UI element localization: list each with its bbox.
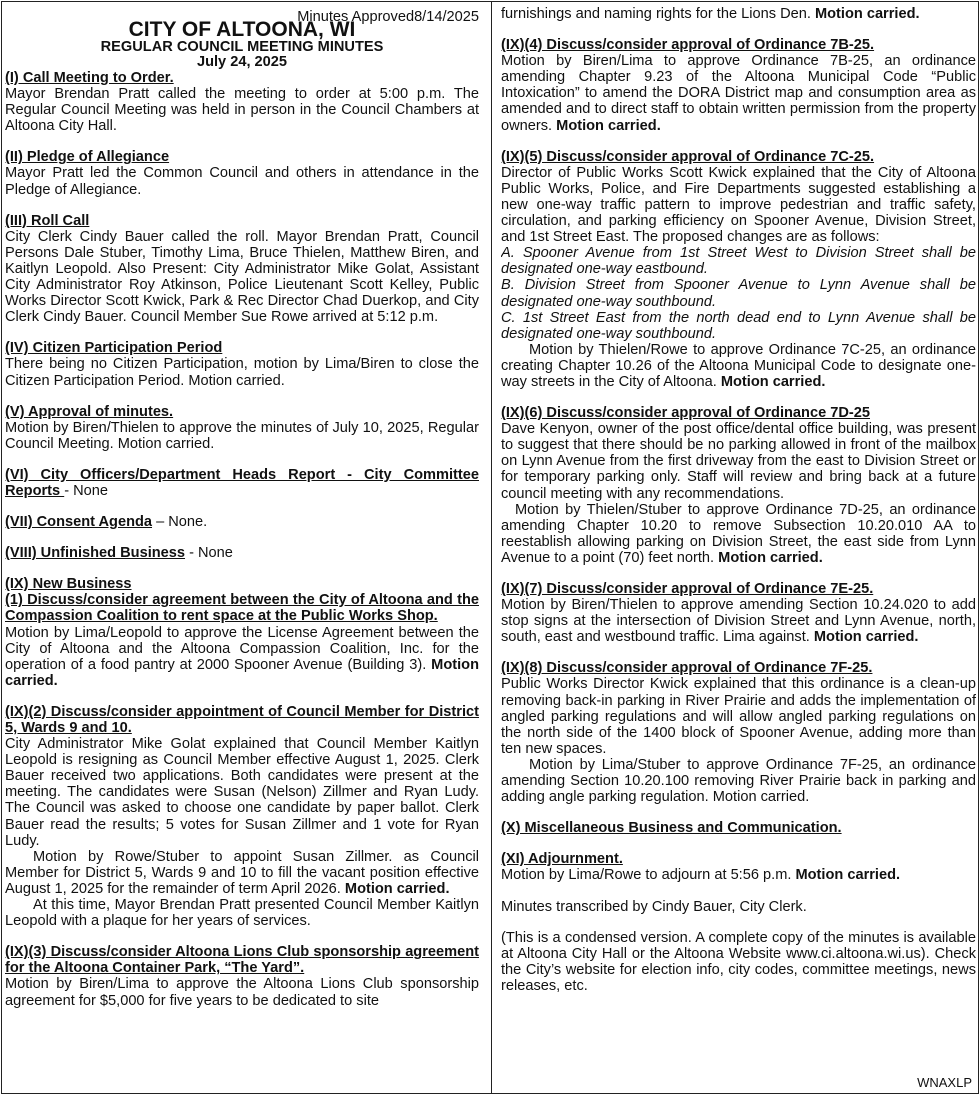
list-item: C. 1st Street East from the north dead end to Lynn Avenue shall be designated one-way southbound. bbox=[501, 309, 976, 342]
section-pledge bbox=[5, 149, 479, 197]
item-text: Dave Kenyon, owner of the post office/dental office building, was present to suggest that there should be no parking allowed in front of the mailbox on Lynn Avenue from the first driveway from the east to Division Street or for temporary parking only. Staff will review and bring back at a future council meeting with any recommendations. bbox=[501, 421, 976, 502]
motion-result: Motion carried. bbox=[813, 629, 919, 646]
motion-result: Motion carried. bbox=[720, 373, 826, 390]
minutes-page bbox=[1, 1, 979, 1094]
minutes-subtitle: REGULAR COUNCIL MEETING MINUTES bbox=[100, 39, 384, 55]
item-text: Motion by Biren/Thielen to approve amending Section 10.24.020 to add stop signs at the intersection of Division Street and Lynn Avenue, north, south, east and westbound traffic. Lima against. bbox=[501, 597, 976, 646]
list-item: B. Division Street from Spooner Avenue to Lynn Avenue shall be designated one-way southbound. bbox=[501, 277, 976, 310]
item-motion-body: Motion by Rowe/Stuber to appoint Susan Zillmer. as Council Member for District 5, Wards 9 and 10 to fill the vacant position effective August 1, 2025 for the remainder of term April 2026. bbox=[5, 848, 479, 897]
continued-body: furnishings and naming rights for the Lions Den. bbox=[501, 6, 815, 22]
section-consent-agenda bbox=[5, 514, 479, 530]
section-heading: (II) Pledge of Allegiance bbox=[5, 149, 170, 166]
left-column bbox=[5, 2, 479, 1093]
section-unfinished-business bbox=[5, 545, 479, 561]
section-misc-business bbox=[501, 820, 976, 836]
column-divider bbox=[491, 2, 492, 1093]
section-citizen-participation bbox=[5, 340, 479, 388]
section-heading: (III) Roll Call bbox=[5, 212, 90, 229]
transcription-note bbox=[501, 899, 976, 915]
item-heading: (IX)(6) Discuss/consider approval of Ordinance 7D-25 bbox=[501, 405, 870, 422]
section-heading: (VIII) Unfinished Business bbox=[5, 545, 186, 562]
section-tail: - None bbox=[185, 545, 233, 562]
section-text: City Clerk Cindy Bauer called the roll. Mayor Brendan Pratt, Council Persons Dale Stuber, Timothy Lima, Bruce Thielen, Matthew Biren, and Kaitlyn Leopold. Also Present: City Administrator Mike Golat, Assistant City Administrator Roy Atkinson, Police Lieutenant Scott Kelley, Public Works Director Scott Kwick, Park & Rec Director Chad Duerkop, and City Clerk Cindy Bauer. Council Member Sue Rowe arrived at 5:12 p.m. bbox=[5, 228, 479, 326]
section-heading: (I) Call Meeting to Order. bbox=[5, 70, 174, 86]
approval-note: Minutes Approved8/14/2025 bbox=[297, 9, 479, 25]
transcribed-by: Minutes transcribed by Cindy Bauer, City Clerk. bbox=[501, 898, 807, 915]
publication-code: WNAXLP bbox=[917, 1075, 972, 1090]
item-text bbox=[5, 625, 479, 689]
section-heading: (IV) Citizen Participation Period bbox=[5, 340, 223, 357]
section-new-business-8 bbox=[501, 660, 976, 805]
item-text-body: Motion by Lima/Leopold to approve the License Agreement between the City of Altoona and the Altoona Compassion Coalition, Inc. for the operation of a food pantry at 2000 Spooner Avenue (Building 3). bbox=[5, 624, 479, 673]
section-heading: (VI) City Officers/Department Heads Report - City Committee Reports bbox=[5, 466, 479, 499]
section-heading: (X) Miscellaneous Business and Communication. bbox=[501, 820, 842, 837]
section-roll-call bbox=[5, 213, 479, 326]
item-text: Motion by Biren/Lima to approve Ordinance 7B-25, an ordinance amending Chapter 9.23 of the Altoona Municipal Code “Public Intoxication” to amend the DORA District map and consumption area as amended and to direct staff to obtain written permission from the property owners. bbox=[501, 53, 976, 134]
section-text: Mayor Pratt led the Common Council and others in attendance in the Pledge of Allegiance. bbox=[5, 165, 479, 198]
section-approval-of-minutes bbox=[5, 404, 479, 452]
condensed-text: (This is a condensed version. A complete copy of the minutes is available at Altoona City Hall or the Altoona Website www.ci.altoona.wi.us). Check the City’s website for election info, city codes, committee meetings, news releases, etc. bbox=[501, 929, 976, 994]
item-text: At this time, Mayor Brendan Pratt presented Council Member Kaitlyn Leopold with a plaque for her years of services. bbox=[5, 897, 479, 930]
condensed-note bbox=[501, 930, 976, 994]
section-heading: (VII) Consent Agenda bbox=[5, 514, 153, 531]
section-heading: (XI) Adjournment. bbox=[501, 851, 623, 868]
section-new-business-6 bbox=[501, 405, 976, 566]
motion-result: Motion carried. bbox=[795, 867, 901, 884]
right-column bbox=[501, 2, 976, 1093]
section-new-business-3 bbox=[5, 944, 479, 1008]
item-text: City Administrator Mike Golat explained that Council Member Kaitlyn Leopold is resigning as Council Member effective August 1, 2025. Clerk Bauer received two applications. Both candidates were present at the meeting. The candidates were Susan (Nelson) Zillmer and Ryan Ludy. The Council was asked to choose one candidate by paper ballot. Clerk Bauer read the results; 5 votes for Susan Zillmer and 1 vote for Ryan Ludy. bbox=[5, 736, 479, 849]
section-heading: (V) Approval of minutes. bbox=[5, 403, 174, 420]
motion-result: Motion carried. bbox=[344, 880, 450, 897]
list-item: A. Spooner Avenue from 1st Street West to Division Street shall be designated one-way eastbound. bbox=[501, 245, 976, 278]
item-heading: (IX)(4) Discuss/consider approval of Ordinance 7B-25. bbox=[501, 37, 875, 54]
section-adjournment bbox=[501, 851, 976, 883]
section-new-business-2 bbox=[5, 704, 479, 929]
section-call-to-order bbox=[5, 70, 479, 134]
item-motion bbox=[5, 849, 479, 897]
section-text: Mayor Brendan Pratt called the meeting to order at 5:00 p.m. The Regular Council Meeting was held in person in the Council Chambers at Altoona City Hall. bbox=[5, 86, 479, 135]
item-motion: Motion by Thielen/Stuber to approve Ordinance 7D-25, an ordinance amending Chapter 10.20 to remove Subsection 10.20.010 AA to reestablish allowing parking on Division Street, the east side from Lynn Avenue to a point (70) feet north. bbox=[501, 501, 976, 566]
city-title: CITY OF ALTOONA, WI bbox=[128, 18, 356, 41]
section-reports bbox=[5, 467, 479, 499]
section-heading: (IX) New Business bbox=[5, 576, 132, 593]
item-text: Motion by Biren/Lima to approve the Altoona Lions Club sponsorship agreement for $5,000 for five years to be dedicated to site bbox=[5, 976, 479, 1009]
meeting-date: July 24, 2025 bbox=[196, 54, 288, 70]
item-motion: Motion by Thielen/Rowe to approve Ordinance 7C-25, an ordinance creating Chapter 10.26 of the Altoona Municipal Code to designate one-way streets in the City of Altoona. bbox=[501, 341, 976, 390]
masthead bbox=[5, 20, 479, 70]
item-heading: (IX)(2) Discuss/consider appointment of Council Member for District 5, Wards 9 and 10. bbox=[5, 703, 479, 736]
section-new-business-5 bbox=[501, 149, 976, 390]
section-new-business-7 bbox=[501, 581, 976, 645]
section-new-business-4 bbox=[501, 37, 976, 134]
section-new-business-1 bbox=[5, 576, 479, 689]
motion-result: Motion carried. bbox=[718, 549, 823, 566]
motion-result: Motion carried. bbox=[556, 117, 661, 134]
item-text: Public Works Director Kwick explained that this ordinance is a clean-up removing back-in parking in River Prairie and adds the implementation of angled parking regulations and will allow angled parking regulations on the north side of the 1400 block of Spooner Avenue, adding more than ten new spaces. bbox=[501, 676, 976, 757]
item-heading: (IX)(5) Discuss/consider approval of Ordinance 7C-25. bbox=[501, 148, 875, 165]
section-text: Motion by Lima/Rowe to adjourn at 5:56 p.m. bbox=[501, 867, 796, 884]
item-heading: (IX)(7) Discuss/consider approval of Ordinance 7E-25. bbox=[501, 581, 874, 597]
motion-result: Motion carried. bbox=[5, 656, 479, 689]
section-text: Motion by Biren/Thielen to approve the minutes of July 10, 2025, Regular Council Meeting. Motion carried. bbox=[5, 419, 479, 452]
motion-result: Motion carried. bbox=[814, 6, 920, 22]
item-motion: Motion by Lima/Stuber to approve Ordinance 7F-25, an ordinance amending Section 10.20.100 removing River Prairie back in parking and adding angle parking regulation. Motion carried. bbox=[501, 756, 976, 806]
section-tail: – None. bbox=[152, 514, 208, 531]
continued-text bbox=[501, 6, 976, 22]
item-heading: (IX)(8) Discuss/consider approval of Ordinance 7F-25. bbox=[501, 660, 873, 677]
item-heading: (1) Discuss/consider agreement between the City of Altoona and the Compassion Coalition to rent space at the Public Works Shop. bbox=[5, 592, 479, 625]
item-text: Director of Public Works Scott Kwick explained that the City of Altoona Public Works, Police, and Fire Departments suggested establishing a new one-way traffic pattern to improve pedestrian and traffic safety, circulation, and parking efficiency on Spooner Avenue, Division Street, and 1st Street East. The proposed changes are as follows: bbox=[501, 164, 976, 246]
section-tail: - None bbox=[64, 482, 109, 499]
section-text: There being no Citizen Participation, motion by Lima/Biren to close the Citizen Participation Period. Motion carried. bbox=[5, 356, 479, 389]
item-heading: (IX)(3) Discuss/consider Altoona Lions Club sponsorship agreement for the Altoona Container Park, “The Yard”. bbox=[5, 944, 479, 977]
